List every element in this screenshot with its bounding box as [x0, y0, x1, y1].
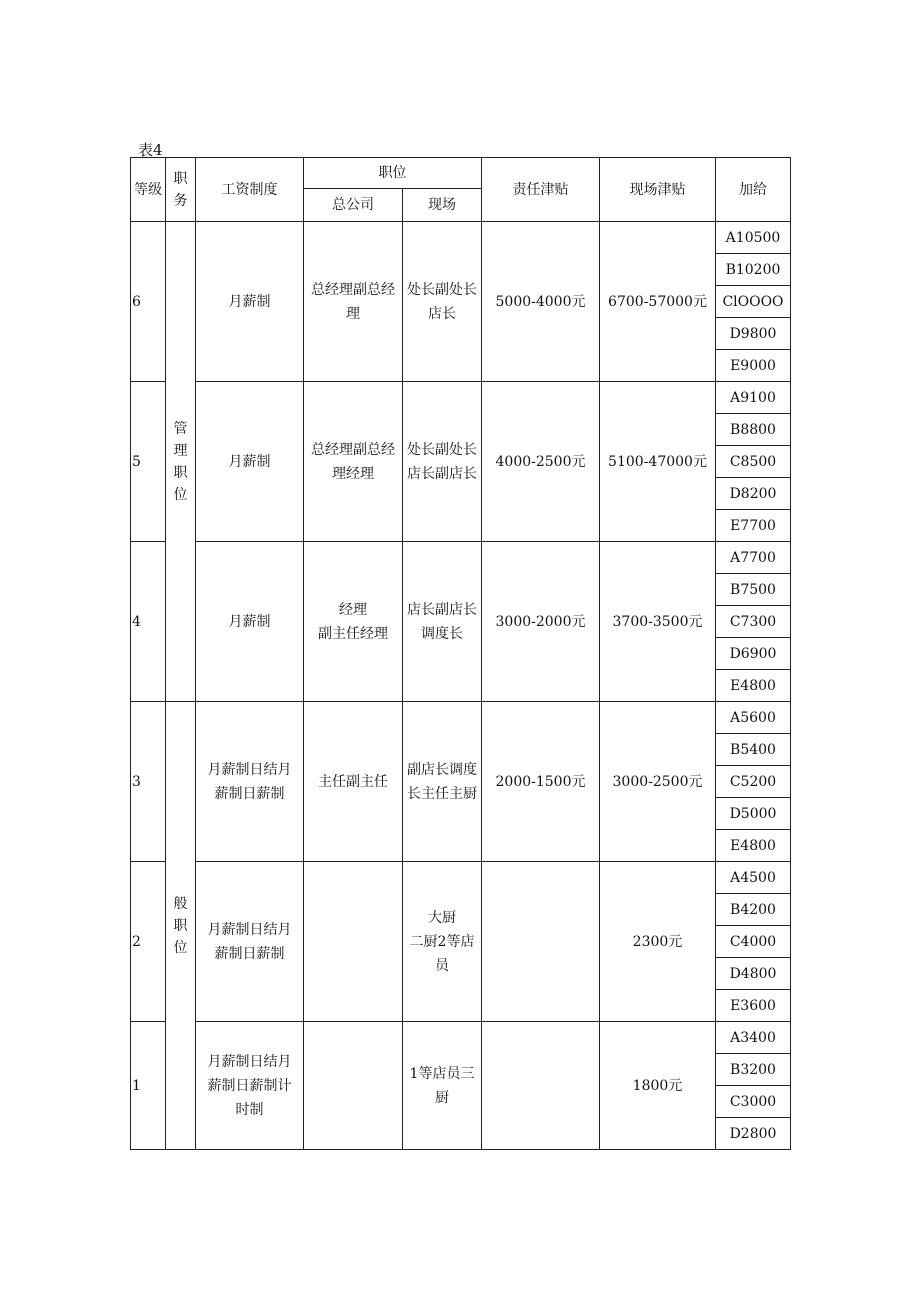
site-allowance-cell-text: 6700-57000元 — [608, 293, 707, 310]
site-position-cell-text: 处长副处长店长 — [407, 281, 477, 322]
level-cell — [131, 222, 166, 382]
table-row — [131, 382, 791, 414]
duty-group-management — [166, 222, 196, 702]
site-position-cell — [403, 222, 482, 382]
site-position-cell — [403, 862, 482, 1022]
system-cell — [196, 862, 304, 1022]
bonus-cell: A5600 — [716, 702, 791, 734]
level-cell-text: 2 — [132, 933, 141, 950]
bonus-cell: D4800 — [716, 958, 791, 990]
header-position: 职位 — [304, 158, 482, 189]
header-level: 等级 — [131, 158, 166, 222]
table-row — [131, 542, 791, 574]
bonus-cell: D6900 — [716, 638, 791, 670]
bonus-cell: C7300 — [716, 606, 791, 638]
bonus-cell: E4800 — [716, 670, 791, 702]
table-row — [131, 702, 791, 734]
hq-position-cell — [304, 222, 403, 382]
site-position-cell — [403, 702, 482, 862]
level-cell-text: 5 — [132, 453, 141, 470]
level-cell-text: 1 — [132, 1077, 141, 1094]
site-position-cell-text: 店长副店长调度长 — [407, 601, 477, 642]
bonus-cell: B5400 — [716, 734, 791, 766]
bonus-cell: B4200 — [716, 894, 791, 926]
hq-position-cell — [304, 542, 403, 702]
level-cell-text: 6 — [132, 293, 141, 310]
bonus-cell: D8200 — [716, 478, 791, 510]
site-allowance-cell — [600, 702, 716, 862]
resp-allowance-cell — [482, 1022, 600, 1150]
table-row — [131, 222, 791, 254]
bonus-cell: B3200 — [716, 1054, 791, 1086]
table-caption: 表4 — [138, 141, 163, 159]
table-row — [131, 862, 791, 894]
bonus-cell: E3600 — [716, 990, 791, 1022]
bonus-cell: B7500 — [716, 574, 791, 606]
header-site: 现场 — [403, 189, 482, 222]
header-hq: 总公司 — [304, 189, 403, 222]
system-cell-text: 月薪制日结月薪制日薪制 — [207, 921, 292, 962]
site-allowance-cell-text: 2300元 — [632, 933, 683, 950]
bonus-cell: A10500 — [716, 222, 791, 254]
site-position-cell-text: 1等店员三厨 — [409, 1065, 475, 1106]
resp-allowance-cell-text: 5000-4000元 — [495, 293, 586, 310]
duty-group-general-text: 般 职 位 — [173, 895, 188, 956]
duty-group-management-text: 管 理 职 位 — [173, 420, 188, 503]
site-allowance-cell — [600, 862, 716, 1022]
site-allowance-cell — [600, 542, 716, 702]
bonus-cell: C4000 — [716, 926, 791, 958]
header-duty — [166, 158, 196, 222]
level-cell-text: 4 — [132, 613, 141, 630]
resp-allowance-cell-text: 3000-2000元 — [495, 613, 586, 630]
header-bonus: 加给 — [716, 158, 791, 222]
table-row — [131, 1022, 791, 1054]
system-cell-text: 月薪制 — [228, 613, 271, 630]
system-cell-text: 月薪制 — [228, 453, 271, 470]
level-cell — [131, 1022, 166, 1150]
site-allowance-cell — [600, 382, 716, 542]
bonus-cell: D9800 — [716, 318, 791, 350]
hq-position-cell — [304, 862, 403, 1022]
resp-allowance-cell-text: 4000-2500元 — [495, 453, 586, 470]
level-cell — [131, 702, 166, 862]
bonus-cell: D5000 — [716, 798, 791, 830]
bonus-cell: E7700 — [716, 510, 791, 542]
header-site-allowance: 现场津贴 — [600, 158, 716, 222]
hq-position-cell — [304, 1022, 403, 1150]
header-system: 工资制度 — [196, 158, 304, 222]
header-resp: 责任津贴 — [482, 158, 600, 222]
system-cell-text: 月薪制日结月薪制日薪制 — [207, 761, 292, 802]
level-cell — [131, 862, 166, 1022]
site-position-cell — [403, 382, 482, 542]
site-position-cell — [403, 542, 482, 702]
resp-allowance-cell — [482, 382, 600, 542]
bonus-cell: B8800 — [716, 414, 791, 446]
site-allowance-cell-text: 1800元 — [632, 1077, 683, 1094]
bonus-cell: C5200 — [716, 766, 791, 798]
site-position-cell — [403, 1022, 482, 1150]
system-cell — [196, 222, 304, 382]
bonus-cell: A3400 — [716, 1022, 791, 1054]
system-cell — [196, 542, 304, 702]
site-position-cell-text: 处长副处长店长副店长 — [407, 441, 477, 482]
duty-group-general — [166, 702, 196, 1150]
bonus-cell: A7700 — [716, 542, 791, 574]
bonus-cell: E4800 — [716, 830, 791, 862]
resp-allowance-cell — [482, 542, 600, 702]
bonus-cell: B10200 — [716, 254, 791, 286]
site-allowance-cell — [600, 1022, 716, 1150]
resp-allowance-cell — [482, 222, 600, 382]
hq-position-cell-text: 经理 副主任经理 — [318, 601, 388, 642]
site-allowance-cell-text: 3700-3500元 — [612, 613, 703, 630]
header-duty-text: 职 务 — [173, 170, 188, 209]
system-cell — [196, 702, 304, 862]
hq-position-cell — [304, 702, 403, 862]
salary-table — [130, 157, 791, 1150]
site-allowance-cell — [600, 222, 716, 382]
hq-position-cell-text: 主任副主任 — [318, 773, 388, 790]
resp-allowance-cell — [482, 702, 600, 862]
bonus-cell: C3000 — [716, 1086, 791, 1118]
bonus-cell: ClOOOO — [716, 286, 791, 318]
resp-allowance-cell-text: 2000-1500元 — [495, 773, 586, 790]
bonus-cell: C8500 — [716, 446, 791, 478]
level-cell-text: 3 — [132, 773, 141, 790]
system-cell — [196, 1022, 304, 1150]
system-cell-text: 月薪制 — [228, 293, 271, 310]
level-cell — [131, 542, 166, 702]
system-cell-text: 月薪制日结月薪制日薪制计时制 — [207, 1053, 292, 1118]
level-cell — [131, 382, 166, 542]
site-position-cell-text: 大厨 二厨2等店员 — [409, 909, 475, 974]
site-allowance-cell-text: 3000-2500元 — [612, 773, 703, 790]
site-position-cell-text: 副店长调度长主任主厨 — [407, 761, 477, 802]
bonus-cell: A4500 — [716, 862, 791, 894]
hq-position-cell-text: 总经理副总经理 — [311, 281, 395, 322]
bonus-cell: A9100 — [716, 382, 791, 414]
system-cell — [196, 382, 304, 542]
hq-position-cell — [304, 382, 403, 542]
resp-allowance-cell — [482, 862, 600, 1022]
bonus-cell: E9000 — [716, 350, 791, 382]
hq-position-cell-text: 总经理副总经理经理 — [311, 441, 395, 482]
site-allowance-cell-text: 5100-47000元 — [608, 453, 707, 470]
bonus-cell: D2800 — [716, 1118, 791, 1150]
